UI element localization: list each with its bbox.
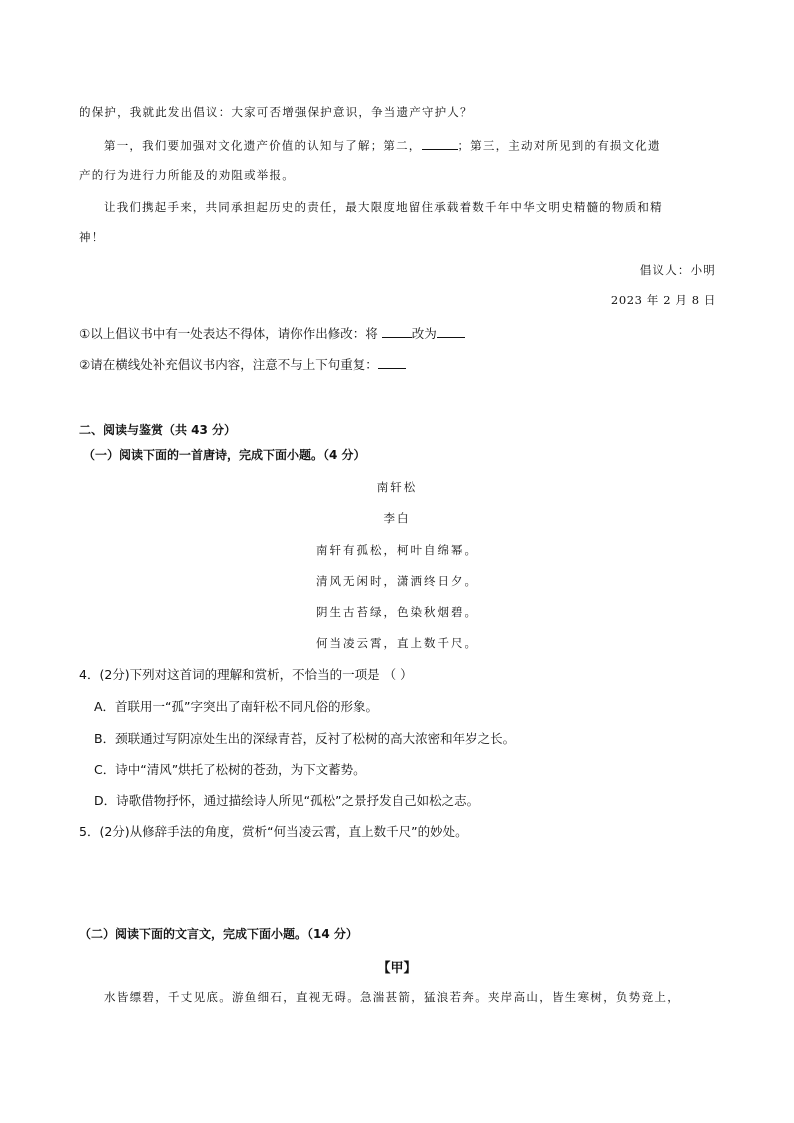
question-4-option-d[interactable]: D．诗歌借物抒怀，通过描绘诗人所见“孤松”之景抒发自己如松之志。: [94, 793, 480, 808]
proposal-date: 2023 年 2 月 8 日: [610, 293, 716, 307]
question-4-option-a[interactable]: A．首联用一“孤”字突出了南轩松不同凡俗的形象。: [94, 699, 379, 714]
task-2: [79, 355, 406, 373]
task-1-text: ①以上倡议书中有一处表达不得体，请你作出修改：将: [79, 326, 378, 341]
proposal-paragraph-3-line-2: 神！: [79, 230, 105, 244]
subsection-2-heading: （二）阅读下面的文言文，完成下面小题。（14 分）: [79, 927, 358, 941]
poem-author: 李白: [383, 511, 411, 525]
classical-text-line-1: 水皆缥碧，千丈见底。游鱼细石，直视无碍。急湍甚箭，猛浪若奔。夹岸高山，皆生寒树，负势竞上，: [104, 990, 680, 1004]
proposal-paragraph-2-line-2: 产的行为进行力所能及的劝阻或举报。: [79, 168, 295, 182]
proposal-text: 第一，我们要加强对文化遗产价值的认知与了解；第二，: [104, 138, 422, 153]
section-2-heading: 二、阅读与鉴赏（共 43 分）: [79, 423, 237, 437]
subsection-1-heading: （一）阅读下面的一首唐诗，完成下面小题。（4 分）: [83, 448, 366, 462]
task-1: [79, 324, 465, 342]
poem-line: 清风无闲时，潇洒终日夕。: [316, 574, 478, 588]
classical-text-label: 【甲】: [377, 961, 417, 976]
task-2-text: ②请在横线处补充倡议书内容，注意不与上下句重复：: [79, 357, 378, 372]
proposal-signer: 倡议人：小明: [639, 263, 716, 277]
proposal-fill-blank[interactable]: [422, 137, 458, 150]
question-4-option-c[interactable]: C．诗中“清风”烘托了松树的苍劲，为下文蓄势。: [94, 762, 366, 777]
poem-title: 南轩松: [376, 480, 418, 494]
task-1-blank-revised[interactable]: [437, 325, 465, 339]
task-2-blank[interactable]: [378, 356, 406, 370]
poem-line: 阴生古苔绿，色染秋烟碧。: [316, 605, 478, 619]
poem-line: 南轩有孤松，柯叶自绵幂。: [316, 543, 478, 557]
proposal-line-1: 的保护，我就此发出倡议：大家可否增强保护意识，争当遗产守护人？: [79, 105, 473, 119]
proposal-paragraph-3-line-1: 让我们携起手来，共同承担起历史的责任，最大限度地留住承载着数千年中华文明史精髓的物质和精: [104, 200, 663, 214]
question-4-stem: 4．(2分)下列对这首词的理解和赏析，不恰当的一项是 （ ）: [79, 667, 413, 682]
poem-line: 何当凌云霄，直上数千尺。: [316, 636, 478, 650]
proposal-paragraph-2-line-1: [104, 137, 661, 154]
proposal-text: ；第三，主动对所见到的有损文化遗: [457, 138, 661, 153]
question-4-option-b[interactable]: B．颈联通过写阴凉处生出的深绿青苔，反衬了松树的高大浓密和年岁之长。: [94, 731, 516, 746]
task-1-blank-original[interactable]: [382, 325, 412, 339]
question-5-stem: 5．(2分)从修辞手法的角度，赏析“何当凌云霄，直上数千尺”的妙处。: [79, 824, 468, 839]
task-1-text: 改为: [411, 326, 437, 341]
